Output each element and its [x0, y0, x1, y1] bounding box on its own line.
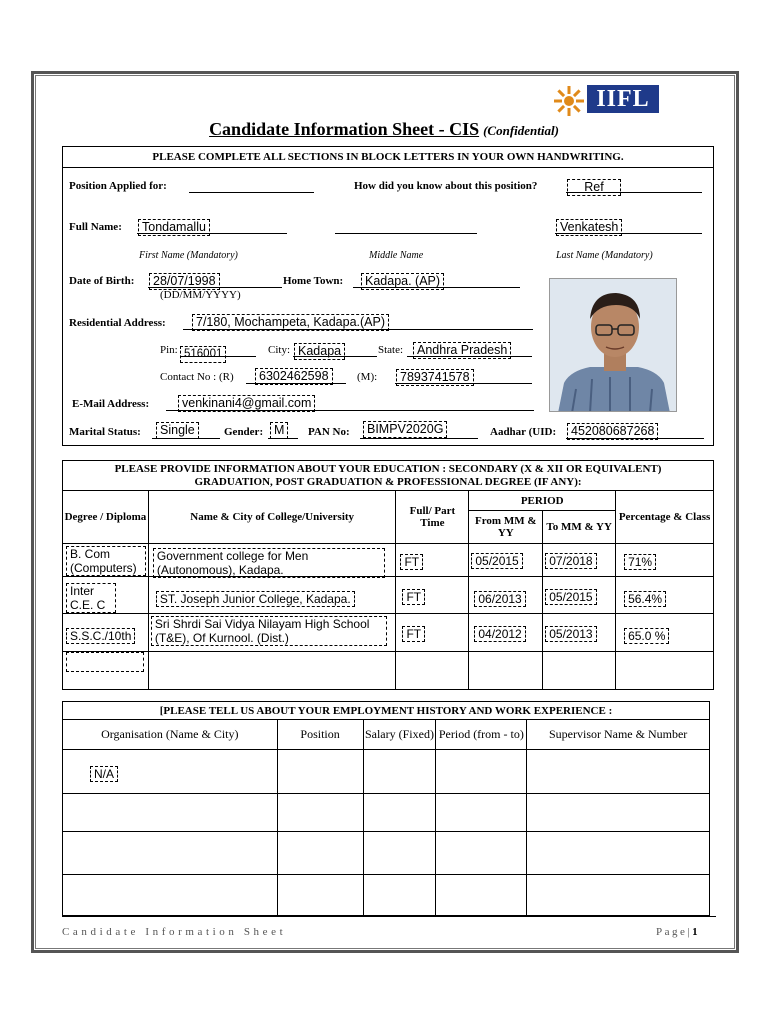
- emp-salary-cell[interactable]: [363, 794, 436, 832]
- employment-row-2: [63, 794, 710, 832]
- edu-from-value[interactable]: 04/2012: [474, 626, 525, 642]
- emp-period-cell[interactable]: [436, 750, 527, 794]
- edu-from-cell[interactable]: [469, 577, 543, 614]
- contact-r-field[interactable]: 6302462598: [255, 368, 333, 385]
- edu-college-value[interactable]: Government college for Men (Autonomous), Kadapa.: [153, 548, 385, 578]
- hometown-label: Home Town:: [283, 275, 344, 287]
- pan-line: [360, 438, 478, 439]
- city-label: City:: [268, 344, 291, 356]
- edu-pct-cell[interactable]: [616, 544, 714, 577]
- emp-salary-cell[interactable]: [363, 832, 436, 875]
- dob-field[interactable]: 28/07/1998: [149, 273, 220, 290]
- gender-field[interactable]: M: [270, 422, 288, 439]
- education-heading-line1: PLEASE PROVIDE INFORMATION ABOUT YOUR EDUCATION : SECONDARY (X & XII OR EQUIVALENT): [114, 463, 662, 475]
- edu-to-cell[interactable]: [543, 544, 616, 577]
- col-percentage: Percentage & Class: [616, 491, 714, 544]
- col-degree: Degree / Diploma: [63, 491, 149, 544]
- marital-label: Marital Status:: [69, 426, 141, 438]
- edu-college-cell[interactable]: [148, 652, 396, 690]
- education-heading-line2: GRADUATION, POST GRADUATION & PROFESSIONAL DEGREE (IF ANY):: [194, 476, 582, 488]
- personal-instruction: PLEASE COMPLETE ALL SECTIONS IN BLOCK LETTERS IN YOUR OWN HANDWRITING.: [152, 151, 624, 163]
- emp-period-cell[interactable]: [436, 832, 527, 875]
- last-name-field[interactable]: Venkatesh: [556, 219, 622, 236]
- emp-supervisor-cell[interactable]: [527, 832, 710, 875]
- address-label: Residential Address:: [69, 317, 166, 329]
- education-row-2: [63, 577, 714, 614]
- edu-pct-value[interactable]: 71%: [624, 554, 656, 570]
- edu-mode-cell[interactable]: [396, 652, 469, 690]
- col-to: To MM & YY: [543, 511, 616, 544]
- emp-position-cell[interactable]: [277, 875, 363, 916]
- edu-degree-cell[interactable]: [63, 577, 149, 614]
- emp-org-cell[interactable]: [63, 875, 278, 916]
- edu-from-cell[interactable]: [469, 544, 543, 577]
- emp-position-cell[interactable]: [277, 750, 363, 794]
- footer-rule: [62, 916, 716, 917]
- pan-label: PAN No:: [308, 426, 350, 438]
- edu-from-value[interactable]: 06/2013: [474, 591, 525, 607]
- title-sub: (Confidential): [483, 123, 559, 138]
- emp-supervisor-cell[interactable]: [527, 875, 710, 916]
- edu-college-cell[interactable]: [148, 544, 396, 577]
- education-row-blank: [63, 652, 714, 690]
- education-row-3: [63, 614, 714, 652]
- personal-instruction-bar: [62, 146, 714, 168]
- emp-position-cell[interactable]: [277, 794, 363, 832]
- education-table: [62, 490, 714, 690]
- edu-mode-cell[interactable]: [396, 614, 469, 652]
- emp-org-cell[interactable]: [63, 832, 278, 875]
- footer-page: [656, 926, 700, 938]
- edu-to-cell[interactable]: [543, 577, 616, 614]
- edu-degree-value[interactable]: B. Com (Computers): [66, 546, 146, 576]
- emp-supervisor-cell[interactable]: [527, 750, 710, 794]
- contact-m-label: (M):: [357, 371, 378, 383]
- fullname-label: Full Name:: [69, 221, 122, 233]
- edu-from-cell[interactable]: [469, 614, 543, 652]
- col-organisation: Organisation (Name & City): [63, 720, 278, 750]
- contact-m-field[interactable]: 7893741578: [396, 369, 474, 386]
- col-period: PERIOD: [469, 491, 616, 511]
- state-field[interactable]: Andhra Pradesh: [413, 342, 511, 359]
- emp-salary-cell[interactable]: [363, 750, 436, 794]
- col-position: Position: [277, 720, 363, 750]
- emp-org-cell[interactable]: [63, 750, 278, 794]
- how-known-label: How did you know about this position?: [354, 180, 538, 192]
- edu-degree-cell[interactable]: [63, 614, 149, 652]
- employment-row-4: [63, 875, 710, 916]
- candidate-photo: [549, 278, 677, 412]
- edu-pct-value[interactable]: 56.4%: [624, 591, 666, 607]
- address-field[interactable]: 7/180, Mochampeta, Kadapa.(AP): [192, 314, 389, 331]
- aadhar-label: Aadhar (UID:: [490, 426, 557, 438]
- education-row-1: [63, 544, 714, 577]
- edu-from-cell[interactable]: [469, 652, 543, 690]
- position-field[interactable]: [189, 192, 314, 193]
- edu-to-value[interactable]: 05/2015: [545, 589, 596, 605]
- edu-pct-cell[interactable]: [616, 614, 714, 652]
- edu-mode-value[interactable]: FT: [400, 554, 423, 570]
- contact-r-label: Contact No : (R): [160, 371, 234, 383]
- employment-row-3: [63, 832, 710, 875]
- gender-label: Gender:: [224, 426, 264, 438]
- iifl-logo: [553, 85, 661, 117]
- footer-page-label: Page|: [656, 926, 693, 938]
- first-name-field[interactable]: Tondamallu: [138, 219, 210, 236]
- emp-position-cell[interactable]: [277, 832, 363, 875]
- hometown-field[interactable]: Kadapa. (AP): [361, 273, 444, 290]
- edu-degree-cell[interactable]: [63, 544, 149, 577]
- edu-college-value[interactable]: Sri Shrdi Sai Vidya Nilayam High School (T&E), Of Kurnool. (Dist.): [151, 616, 387, 646]
- emp-org-cell[interactable]: [63, 794, 278, 832]
- edu-degree-value[interactable]: S.S.C./10th: [66, 628, 135, 644]
- how-known-field[interactable]: Ref: [567, 179, 621, 196]
- col-emp-period: Period (from - to): [436, 720, 527, 750]
- edu-from-value[interactable]: 05/2015: [471, 553, 522, 569]
- dob-format-caption: (DD/MM/YYYY): [160, 289, 241, 301]
- emp-period-cell[interactable]: [436, 794, 527, 832]
- marital-field[interactable]: Single: [156, 422, 199, 439]
- col-from: From MM & YY: [469, 511, 543, 544]
- middle-name-caption: Middle Name: [369, 250, 424, 261]
- edu-to-cell[interactable]: [543, 652, 616, 690]
- edu-college-value[interactable]: ST. Joseph Junior College, Kadapa.: [156, 591, 355, 607]
- edu-college-cell[interactable]: [148, 577, 396, 614]
- edu-mode-cell[interactable]: [396, 544, 469, 577]
- pin-field[interactable]: 516001: [180, 346, 226, 363]
- edu-to-cell[interactable]: [543, 614, 616, 652]
- col-supervisor: Supervisor Name & Number: [527, 720, 710, 750]
- edu-to-value[interactable]: 05/2013: [545, 626, 596, 642]
- col-fullpart: Full/ Part Time: [396, 491, 469, 544]
- pan-field[interactable]: BIMPV2020G: [363, 421, 447, 438]
- first-name-caption: First Name (Mandatory): [139, 250, 238, 261]
- employment-heading: [PLEASE TELL US ABOUT YOUR EMPLOYMENT HISTORY AND WORK EXPERIENCE :: [62, 701, 710, 719]
- dob-label: Date of Birth:: [69, 275, 135, 287]
- email-label: E-Mail Address:: [72, 398, 150, 410]
- aadhar-field[interactable]: 452080687268: [567, 423, 658, 440]
- city-field[interactable]: Kadapa: [294, 343, 345, 360]
- emp-salary-cell[interactable]: [363, 875, 436, 916]
- last-name-caption: Last Name (Mandatory): [556, 250, 653, 261]
- candidate-portrait-icon: [550, 279, 677, 412]
- title-main: Candidate Information Sheet - CIS: [209, 119, 480, 139]
- emp-org-value[interactable]: N/A: [90, 766, 118, 782]
- education-heading: [62, 460, 714, 490]
- edu-degree-value[interactable]: Inter C.E. C: [66, 583, 116, 613]
- logo-text: IIFL: [587, 85, 659, 113]
- footer-page-number: 1: [692, 926, 701, 938]
- edu-pct-value[interactable]: 65.0 %: [624, 628, 669, 644]
- position-label: Position Applied for:: [69, 180, 167, 192]
- edu-degree-cell[interactable]: [63, 652, 149, 690]
- email-field[interactable]: venkinani4@gmail.com: [178, 395, 315, 412]
- logo-emblem-icon: [553, 85, 585, 117]
- state-label: State:: [378, 344, 404, 356]
- emp-supervisor-cell[interactable]: [527, 794, 710, 832]
- edu-mode-value[interactable]: FT: [402, 626, 425, 642]
- emp-period-cell[interactable]: [436, 875, 527, 916]
- edu-pct-cell[interactable]: [616, 577, 714, 614]
- employment-row-1: [63, 750, 710, 794]
- edu-degree-blank[interactable]: [66, 652, 144, 672]
- page-title: [0, 119, 768, 140]
- pin-label: Pin:: [160, 344, 178, 356]
- footer-title: Candidate Information Sheet: [62, 926, 287, 938]
- edu-pct-cell[interactable]: [616, 652, 714, 690]
- middle-name-field[interactable]: [335, 233, 477, 234]
- edu-to-value[interactable]: 07/2018: [545, 553, 596, 569]
- col-college: Name & City of College/University: [148, 491, 396, 544]
- edu-college-cell[interactable]: [148, 614, 396, 652]
- edu-mode-value[interactable]: FT: [402, 589, 425, 605]
- edu-mode-cell[interactable]: [396, 577, 469, 614]
- col-salary: Salary (Fixed): [363, 720, 436, 750]
- employment-table: [62, 719, 710, 916]
